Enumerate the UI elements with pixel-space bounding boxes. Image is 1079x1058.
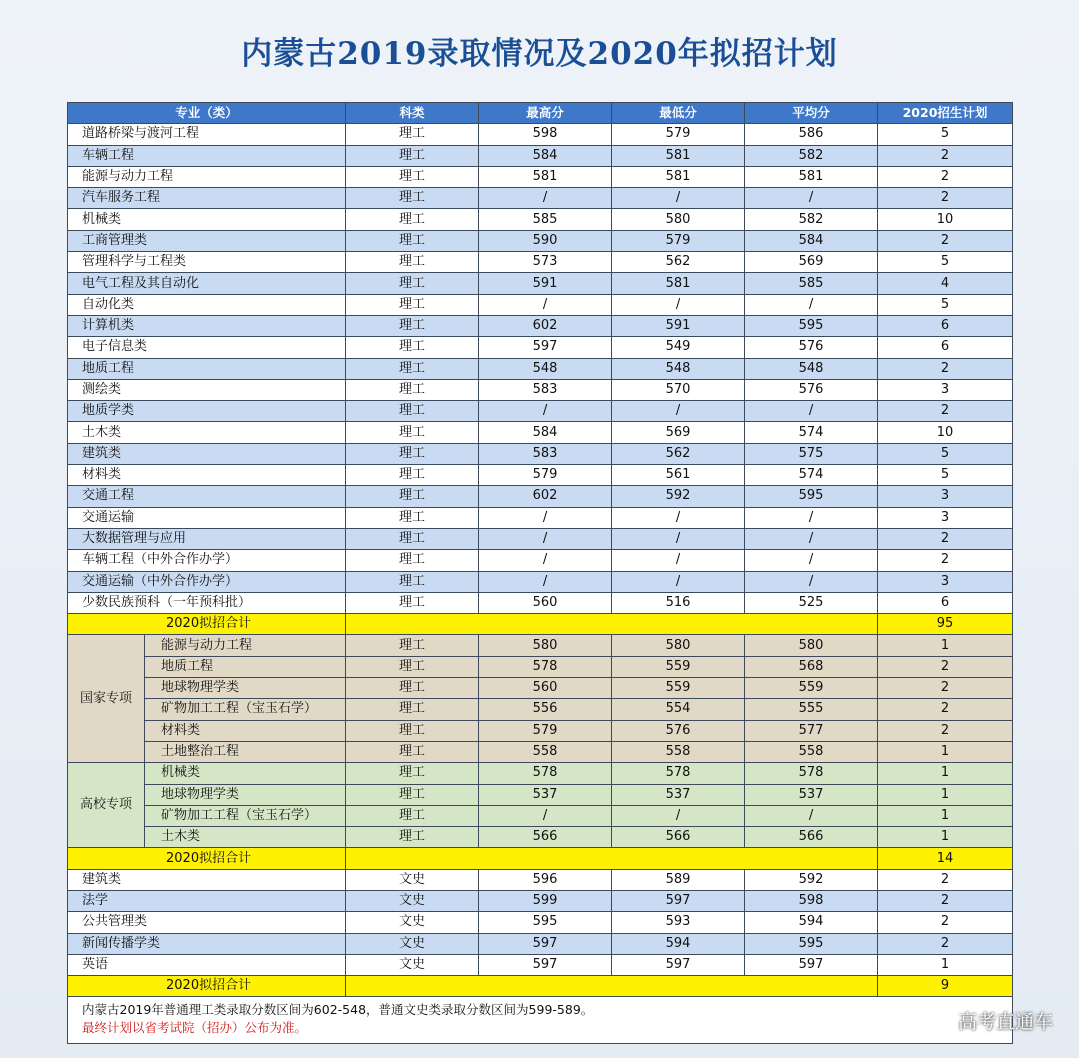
cell-max-score: 590	[479, 230, 612, 251]
cell-major: 自动化类	[68, 294, 346, 315]
table-row	[68, 869, 1013, 890]
cell-avg-score: 595	[745, 486, 878, 507]
cell-plan-2020: 5	[878, 124, 1013, 145]
cell-min-score: /	[612, 507, 745, 528]
cell-min-score: 579	[612, 230, 745, 251]
cell-min-score: 537	[612, 784, 745, 805]
cell-category: 理工	[346, 145, 479, 166]
cell-avg-score: 576	[745, 337, 878, 358]
cell-min-score: 561	[612, 465, 745, 486]
cell-category: 理工	[346, 678, 479, 699]
cell-plan-2020: 2	[878, 401, 1013, 422]
cell-avg-score: 577	[745, 720, 878, 741]
cell-max-score: 598	[479, 124, 612, 145]
cell-category: 理工	[346, 741, 479, 762]
cell-major: 地质学类	[68, 401, 346, 422]
cell-category: 理工	[346, 486, 479, 507]
cell-plan-2020: 1	[878, 763, 1013, 784]
cell-plan-2020: 2	[878, 550, 1013, 571]
cell-category: 理工	[346, 230, 479, 251]
note-row	[68, 997, 1013, 1044]
cell-plan-2020: 5	[878, 294, 1013, 315]
cell-max-score: 591	[479, 273, 612, 294]
cell-avg-score: /	[745, 805, 878, 826]
cell-major: 电气工程及其自动化	[68, 273, 346, 294]
cell-max-score: /	[479, 571, 612, 592]
cell-avg-score: 582	[745, 145, 878, 166]
cell-min-score: 559	[612, 656, 745, 677]
cell-plan-2020: 2	[878, 656, 1013, 677]
cell-major: 矿物加工工程（宝玉石学）	[145, 805, 346, 826]
cell-plan-2020: 2	[878, 358, 1013, 379]
cell-max-score: /	[479, 507, 612, 528]
cell-min-score: 578	[612, 763, 745, 784]
cell-category: 理工	[346, 273, 479, 294]
cell-plan-2020: 1	[878, 635, 1013, 656]
cell-major: 建筑类	[68, 443, 346, 464]
cell-max-score: 583	[479, 443, 612, 464]
page-title: 内蒙古2019录取情况及2020年拟招计划	[241, 36, 838, 72]
table-row	[68, 890, 1013, 911]
table-row	[68, 635, 1013, 656]
cell-category: 理工	[346, 401, 479, 422]
cell-max-score: 597	[479, 933, 612, 954]
cell-max-score: 558	[479, 741, 612, 762]
cell-category: 理工	[346, 209, 479, 230]
table-row	[68, 550, 1013, 571]
table-row	[68, 379, 1013, 400]
cell-major: 建筑类	[68, 869, 346, 890]
cell-max-score: 595	[479, 912, 612, 933]
table-row	[68, 294, 1013, 315]
cell-min-score: 594	[612, 933, 745, 954]
subtotal-value: 95	[878, 614, 1013, 635]
cell-category: 理工	[346, 315, 479, 336]
cell-major: 交通运输	[68, 507, 346, 528]
cell-avg-score: 574	[745, 422, 878, 443]
cell-avg-score: 584	[745, 230, 878, 251]
cell-max-score: /	[479, 528, 612, 549]
cell-major: 材料类	[68, 465, 346, 486]
cell-min-score: 581	[612, 166, 745, 187]
table-row	[68, 443, 1013, 464]
cell-min-score: 576	[612, 720, 745, 741]
cell-max-score: 597	[479, 954, 612, 975]
cell-plan-2020: 1	[878, 784, 1013, 805]
table-row	[68, 528, 1013, 549]
cell-avg-score: 578	[745, 763, 878, 784]
cell-major: 少数民族预科（一年预科批）	[68, 592, 346, 613]
cell-plan-2020: 3	[878, 486, 1013, 507]
cell-category: 理工	[346, 507, 479, 528]
admission-table	[67, 102, 1013, 1044]
cell-category: 文史	[346, 933, 479, 954]
cell-min-score: 516	[612, 592, 745, 613]
table-row	[68, 805, 1013, 826]
table-row	[68, 912, 1013, 933]
cell-major: 汽车服务工程	[68, 188, 346, 209]
cell-min-score: 580	[612, 635, 745, 656]
subtotal-row	[68, 976, 1013, 997]
cell-min-score: 589	[612, 869, 745, 890]
note-cell	[68, 997, 1013, 1044]
cell-plan-2020: 1	[878, 805, 1013, 826]
cell-major: 地球物理学类	[145, 784, 346, 805]
cell-major: 道路桥梁与渡河工程	[68, 124, 346, 145]
table-row	[68, 827, 1013, 848]
cell-plan-2020: 2	[878, 912, 1013, 933]
cell-min-score: 569	[612, 422, 745, 443]
table-row	[68, 145, 1013, 166]
cell-avg-score: /	[745, 507, 878, 528]
cell-max-score: 537	[479, 784, 612, 805]
cell-max-score: 560	[479, 678, 612, 699]
cell-plan-2020: 2	[878, 166, 1013, 187]
cell-max-score: 578	[479, 656, 612, 677]
cell-plan-2020: 3	[878, 507, 1013, 528]
cell-max-score: 584	[479, 145, 612, 166]
subtotal-row	[68, 614, 1013, 635]
cell-major: 矿物加工工程（宝玉石学）	[145, 699, 346, 720]
cell-plan-2020: 2	[878, 869, 1013, 890]
cell-plan-2020: 2	[878, 933, 1013, 954]
cell-avg-score: 592	[745, 869, 878, 890]
cell-min-score: 592	[612, 486, 745, 507]
cell-category: 理工	[346, 635, 479, 656]
cell-min-score: 566	[612, 827, 745, 848]
table-row	[68, 954, 1013, 975]
cell-plan-2020: 4	[878, 273, 1013, 294]
cell-avg-score: 595	[745, 933, 878, 954]
cell-max-score: 579	[479, 720, 612, 741]
header-major: 专业（类）	[68, 103, 346, 124]
table-row	[68, 358, 1013, 379]
cell-avg-score: /	[745, 294, 878, 315]
table-row	[68, 784, 1013, 805]
cell-min-score: 579	[612, 124, 745, 145]
cell-plan-2020: 2	[878, 678, 1013, 699]
cell-avg-score: /	[745, 528, 878, 549]
table-row	[68, 230, 1013, 251]
cell-category: 理工	[346, 550, 479, 571]
cell-min-score: /	[612, 294, 745, 315]
cell-major: 地质工程	[145, 656, 346, 677]
cell-max-score: 573	[479, 252, 612, 273]
cell-avg-score: 576	[745, 379, 878, 400]
cell-max-score: 578	[479, 763, 612, 784]
subtotal-value: 14	[878, 848, 1013, 869]
table-row	[68, 763, 1013, 784]
table-row	[68, 273, 1013, 294]
cell-avg-score: 598	[745, 890, 878, 911]
cell-category: 理工	[346, 784, 479, 805]
table-row	[68, 465, 1013, 486]
cell-major: 法学	[68, 890, 346, 911]
header-avg: 平均分	[745, 103, 878, 124]
cell-major: 机械类	[145, 763, 346, 784]
cell-major: 管理科学与工程类	[68, 252, 346, 273]
cell-category: 理工	[346, 188, 479, 209]
note-score-range: 内蒙古2019年普通理工类录取分数区间为602-548，普通文史类录取分数区间为599-589。	[82, 1002, 594, 1018]
cell-avg-score: 580	[745, 635, 878, 656]
cell-avg-score: 594	[745, 912, 878, 933]
cell-major: 交通运输（中外合作办学）	[68, 571, 346, 592]
cell-category: 理工	[346, 699, 479, 720]
cell-major: 土木类	[68, 422, 346, 443]
note-final-plan: 最终计划以省考试院（招办）公布为准。	[82, 1020, 308, 1036]
cell-avg-score: /	[745, 550, 878, 571]
header-min: 最低分	[612, 103, 745, 124]
cell-min-score: /	[612, 571, 745, 592]
group-label: 国家专项	[68, 635, 145, 763]
cell-major: 地球物理学类	[145, 678, 346, 699]
cell-avg-score: 586	[745, 124, 878, 145]
header-category: 科类	[346, 103, 479, 124]
subtotal-empty	[346, 614, 878, 635]
cell-major: 材料类	[145, 720, 346, 741]
cell-max-score: 566	[479, 827, 612, 848]
cell-min-score: 554	[612, 699, 745, 720]
table-row	[68, 166, 1013, 187]
cell-avg-score: 566	[745, 827, 878, 848]
table-row	[68, 571, 1013, 592]
cell-category: 理工	[346, 592, 479, 613]
cell-major: 计算机类	[68, 315, 346, 336]
cell-major: 能源与动力工程	[68, 166, 346, 187]
cell-min-score: 591	[612, 315, 745, 336]
cell-major: 测绘类	[68, 379, 346, 400]
cell-max-score: /	[479, 550, 612, 571]
header-max: 最高分	[479, 103, 612, 124]
subtotal-label: 2020拟招合计	[68, 848, 346, 869]
cell-max-score: 548	[479, 358, 612, 379]
table-row	[68, 337, 1013, 358]
subtotal-empty	[346, 976, 878, 997]
table-row	[68, 315, 1013, 336]
cell-category: 文史	[346, 869, 479, 890]
cell-avg-score: 597	[745, 954, 878, 975]
cell-min-score: 548	[612, 358, 745, 379]
cell-max-score: /	[479, 401, 612, 422]
cell-major: 英语	[68, 954, 346, 975]
table-row	[68, 252, 1013, 273]
table-row	[68, 656, 1013, 677]
cell-avg-score: 575	[745, 443, 878, 464]
subtotal-empty	[346, 848, 878, 869]
table-row	[68, 422, 1013, 443]
cell-major: 车辆工程（中外合作办学）	[68, 550, 346, 571]
cell-max-score: 583	[479, 379, 612, 400]
cell-min-score: 581	[612, 273, 745, 294]
subtotal-label: 2020拟招合计	[68, 976, 346, 997]
cell-plan-2020: 5	[878, 443, 1013, 464]
table-row	[68, 188, 1013, 209]
cell-min-score: /	[612, 805, 745, 826]
cell-plan-2020: 3	[878, 571, 1013, 592]
subtotal-row	[68, 848, 1013, 869]
cell-category: 理工	[346, 252, 479, 273]
cell-major: 交通工程	[68, 486, 346, 507]
cell-major: 机械类	[68, 209, 346, 230]
cell-plan-2020: 10	[878, 209, 1013, 230]
cell-avg-score: 558	[745, 741, 878, 762]
cell-plan-2020: 3	[878, 379, 1013, 400]
subtotal-label: 2020拟招合计	[68, 614, 346, 635]
cell-min-score: /	[612, 401, 745, 422]
cell-avg-score: 559	[745, 678, 878, 699]
cell-min-score: 570	[612, 379, 745, 400]
cell-plan-2020: 5	[878, 252, 1013, 273]
cell-max-score: 602	[479, 486, 612, 507]
cell-max-score: 599	[479, 890, 612, 911]
cell-plan-2020: 6	[878, 592, 1013, 613]
cell-min-score: 562	[612, 443, 745, 464]
table-row	[68, 486, 1013, 507]
cell-category: 理工	[346, 827, 479, 848]
cell-plan-2020: 2	[878, 699, 1013, 720]
cell-max-score: 602	[479, 315, 612, 336]
cell-major: 能源与动力工程	[145, 635, 346, 656]
cell-category: 理工	[346, 124, 479, 145]
cell-category: 理工	[346, 720, 479, 741]
table-row	[68, 678, 1013, 699]
cell-category: 理工	[346, 337, 479, 358]
cell-plan-2020: 1	[878, 954, 1013, 975]
cell-avg-score: /	[745, 571, 878, 592]
cell-category: 理工	[346, 358, 479, 379]
cell-max-score: 579	[479, 465, 612, 486]
cell-category: 理工	[346, 805, 479, 826]
cell-avg-score: 595	[745, 315, 878, 336]
header-plan: 2020招生计划	[878, 103, 1013, 124]
cell-avg-score: 555	[745, 699, 878, 720]
table-row	[68, 933, 1013, 954]
cell-major: 大数据管理与应用	[68, 528, 346, 549]
cell-plan-2020: 6	[878, 337, 1013, 358]
table-row	[68, 401, 1013, 422]
cell-max-score: 556	[479, 699, 612, 720]
cell-plan-2020: 1	[878, 827, 1013, 848]
cell-category: 理工	[346, 656, 479, 677]
cell-major: 车辆工程	[68, 145, 346, 166]
cell-category: 理工	[346, 528, 479, 549]
cell-avg-score: 574	[745, 465, 878, 486]
cell-major: 公共管理类	[68, 912, 346, 933]
cell-plan-2020: 10	[878, 422, 1013, 443]
table-row	[68, 507, 1013, 528]
table-row	[68, 699, 1013, 720]
cell-avg-score: 585	[745, 273, 878, 294]
cell-major: 土木类	[145, 827, 346, 848]
cell-min-score: /	[612, 188, 745, 209]
group-label: 高校专项	[68, 763, 145, 848]
cell-major: 新闻传播学类	[68, 933, 346, 954]
cell-max-score: /	[479, 805, 612, 826]
cell-category: 文史	[346, 912, 479, 933]
cell-plan-2020: 2	[878, 145, 1013, 166]
table-row	[68, 592, 1013, 613]
cell-min-score: 597	[612, 954, 745, 975]
cell-plan-2020: 5	[878, 465, 1013, 486]
cell-plan-2020: 2	[878, 230, 1013, 251]
cell-min-score: 580	[612, 209, 745, 230]
cell-category: 理工	[346, 422, 479, 443]
table-row	[68, 209, 1013, 230]
cell-avg-score: 548	[745, 358, 878, 379]
cell-avg-score: 581	[745, 166, 878, 187]
header-row	[68, 103, 1013, 124]
cell-max-score: 597	[479, 337, 612, 358]
cell-category: 理工	[346, 443, 479, 464]
cell-category: 理工	[346, 294, 479, 315]
cell-min-score: 558	[612, 741, 745, 762]
cell-min-score: /	[612, 550, 745, 571]
cell-max-score: 560	[479, 592, 612, 613]
cell-min-score: 549	[612, 337, 745, 358]
cell-min-score: /	[612, 528, 745, 549]
cell-category: 文史	[346, 890, 479, 911]
subtotal-value: 9	[878, 976, 1013, 997]
cell-category: 理工	[346, 763, 479, 784]
cell-min-score: 597	[612, 890, 745, 911]
cell-min-score: 559	[612, 678, 745, 699]
cell-avg-score: 525	[745, 592, 878, 613]
cell-plan-2020: 6	[878, 315, 1013, 336]
cell-avg-score: 569	[745, 252, 878, 273]
table-row	[68, 720, 1013, 741]
cell-max-score: /	[479, 294, 612, 315]
cell-min-score: 562	[612, 252, 745, 273]
cell-max-score: 580	[479, 635, 612, 656]
cell-major: 土地整治工程	[145, 741, 346, 762]
cell-min-score: 593	[612, 912, 745, 933]
table-row	[68, 741, 1013, 762]
watermark: 高考直通车	[957, 1011, 1053, 1033]
cell-major: 工商管理类	[68, 230, 346, 251]
cell-avg-score: 582	[745, 209, 878, 230]
cell-plan-2020: 2	[878, 528, 1013, 549]
cell-plan-2020: 2	[878, 890, 1013, 911]
cell-category: 理工	[346, 379, 479, 400]
cell-max-score: 596	[479, 869, 612, 890]
cell-max-score: /	[479, 188, 612, 209]
cell-category: 理工	[346, 571, 479, 592]
cell-category: 文史	[346, 954, 479, 975]
cell-max-score: 584	[479, 422, 612, 443]
cell-plan-2020: 2	[878, 720, 1013, 741]
cell-major: 地质工程	[68, 358, 346, 379]
cell-avg-score: /	[745, 401, 878, 422]
cell-plan-2020: 2	[878, 188, 1013, 209]
cell-max-score: 585	[479, 209, 612, 230]
cell-max-score: 581	[479, 166, 612, 187]
cell-category: 理工	[346, 166, 479, 187]
cell-plan-2020: 1	[878, 741, 1013, 762]
cell-min-score: 581	[612, 145, 745, 166]
cell-avg-score: /	[745, 188, 878, 209]
table-row	[68, 124, 1013, 145]
cell-avg-score: 568	[745, 656, 878, 677]
cell-category: 理工	[346, 465, 479, 486]
cell-major: 电子信息类	[68, 337, 346, 358]
cell-avg-score: 537	[745, 784, 878, 805]
